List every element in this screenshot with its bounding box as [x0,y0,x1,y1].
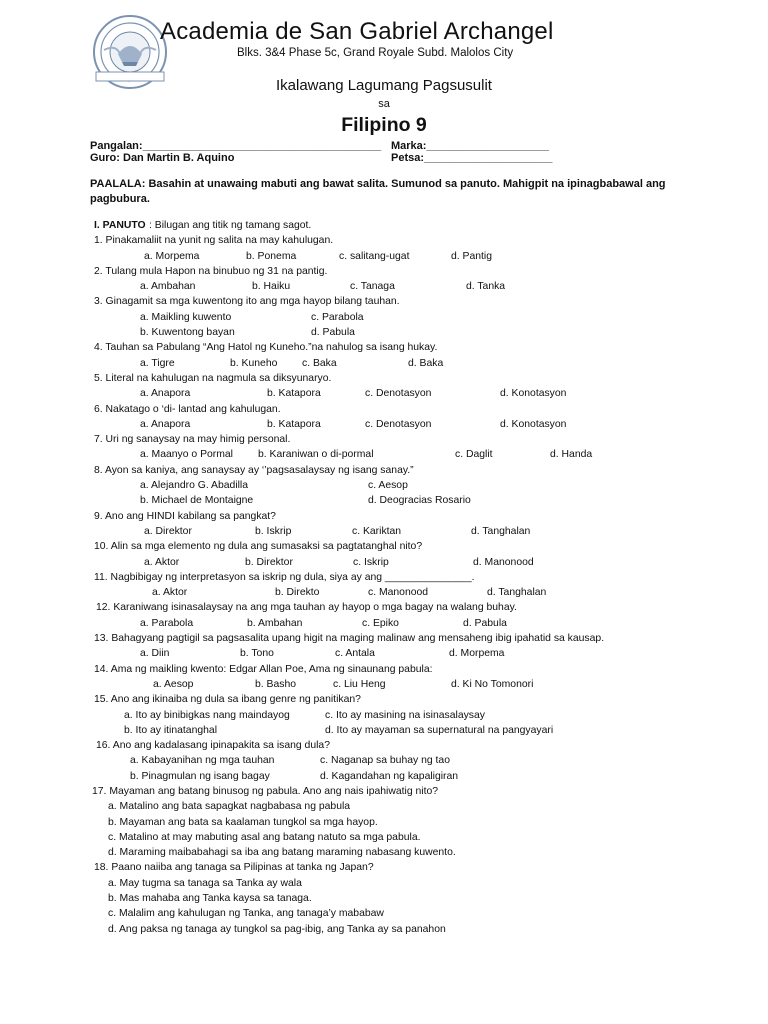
answer-option[interactable]: b. Ambahan [247,617,303,629]
answer-option[interactable]: a. Anapora [140,388,191,400]
answer-option[interactable]: c. Antala [335,648,375,660]
answer-option[interactable]: d. Kagandahan ng kapaligiran [320,770,459,782]
answer-option[interactable]: a. Tigre [140,357,175,369]
question-line [0,463,768,478]
options-line [0,876,768,891]
exam-title: Ikalawang Lagumang Pagsusulit [276,77,492,94]
question-text: 18. Paano naiiba ang tanaga sa Pilipinas at tanka ng Japan? [94,862,374,874]
question-text: 3. Ginagamit sa mga kuwentong ito ang mga hayop bilang tauhan. [94,296,400,308]
answer-option[interactable]: c. Baka [302,357,337,369]
question-text: 9. Ano ang HINDI kabilang sa pangkat? [94,510,276,522]
answer-option[interactable]: d. Maraming maibabahagi sa iba ang batang maraming nabasang kuwento. [108,847,456,859]
question-line [0,692,768,707]
questions-list [0,218,768,937]
score-field-label: Marka:____________________ [391,140,549,152]
question-text: 14. Ama ng maikling kwento: Edgar Allan Poe, Ama ng sinaunang pabula: [94,663,433,675]
answer-option[interactable]: b. Katapora [267,388,321,400]
options-line [0,447,768,462]
answer-option[interactable]: a. Ito ay binibigkas nang maindayog [124,709,290,721]
options-line [0,830,768,845]
question-line [0,371,768,386]
question-line [0,294,768,309]
question-line [0,860,768,875]
answer-option[interactable]: d. Baka [408,357,444,369]
answer-option[interactable]: a. Morpema [144,250,200,262]
options-line [0,417,768,432]
question-text: 4. Tauhan sa Pabulang “Ang Hatol ng Kuneho.”na nahulog sa isang hukay. [94,342,438,354]
answer-option[interactable]: b. Kuneho [230,357,278,369]
answer-option[interactable]: c. Liu Heng [333,678,386,690]
instruction-label: I. PANUTO [94,220,146,231]
school-name: Academia de San Gabriel Archangel [160,18,554,45]
options-line [0,708,768,723]
answer-option[interactable]: d. Ang paksa ng tanaga ay tungkol sa pag-ibig, ang Tanka ay sa panahon [108,923,446,935]
question-text: 15. Ano ang ikinaiba ng dula sa ibang genre ng panitikan? [94,694,361,706]
answer-option[interactable]: a. Direktor [144,525,192,537]
instruction-text: : Bilugan ang titik ng tamang sagot. [149,220,312,231]
answer-option[interactable]: c. Denotasyon [365,388,432,400]
question-line [0,340,768,355]
question-text: 10. Alin sa mga elemento ng dula ang sumasaksi sa pagtatanghal nito? [94,541,423,553]
options-line [0,922,768,937]
answer-option[interactable]: b. Mayaman ang bata sa kaalaman tungkol sa mga hayop. [108,816,378,828]
answer-option[interactable]: d. Konotasyon [500,418,567,430]
question-text: 16. Ano ang kadalasang ipinapakita sa isang dula? [96,740,330,752]
question-line [0,432,768,447]
options-line [0,723,768,738]
answer-option[interactable]: a. Aesop [153,678,194,690]
answer-option[interactable]: b. Ponema [246,250,297,262]
question-text: 6. Nakatago o ‘di- lantad ang kahulugan. [94,403,281,415]
answer-option[interactable]: d. Tanka [466,281,506,293]
options-line [0,616,768,631]
options-line [0,386,768,401]
options-line [0,906,768,921]
question-line [0,738,768,753]
question-line [0,264,768,279]
answer-option[interactable]: a. Alejandro G. Abadilla [140,480,249,492]
options-line [0,249,768,264]
answer-option[interactable]: b. Haiku [252,281,291,293]
answer-option[interactable]: a. Aktor [152,587,188,599]
options-line [0,310,768,325]
exam-title-connector: sa [378,98,390,110]
options-line [0,845,768,860]
question-line [0,631,768,646]
answer-option[interactable]: c. Aesop [368,480,408,492]
answer-option[interactable]: b. Katapora [267,418,321,430]
answer-option[interactable]: a. Kabayanihan ng mga tauhan [130,755,275,767]
answer-option[interactable]: b. Mas mahaba ang Tanka kaysa sa tanaga. [108,893,312,905]
answer-option[interactable]: c. Malalim ang kahulugan ng Tanka, ang tanaga’y mababaw [108,908,384,920]
school-address: Blks. 3&4 Phase 5c, Grand Royale Subd. Malolos City [237,47,514,59]
options-line [0,478,768,493]
question-line [0,233,768,248]
answer-option[interactable]: c. Manonood [368,587,429,599]
question-line [0,784,768,799]
answer-option[interactable]: c. salitang-ugat [339,250,410,262]
answer-option[interactable]: b. Direkto [275,587,320,599]
answer-option[interactable]: c. Daglit [455,449,493,461]
answer-option[interactable]: d. Tanghalan [487,587,547,599]
name-field-label: Pangalan:_______________________________________ [90,140,382,152]
answer-option[interactable]: d. Pabula [463,617,507,629]
question-line [0,600,768,615]
question-text: 8. Ayon sa kaniya, ang sanaysay ay ‘’pagsasalaysay ng isang sanay.” [94,464,414,476]
answer-option[interactable]: c. Matalino at may mabuting asal ang batang natuto sa mga pabula. [108,831,421,843]
question-text: 1. Pinakamaliit na yunit ng salita na may kahulugan. [94,235,334,247]
subject-title: Filipino 9 [341,114,427,136]
answer-option[interactable]: d. Pabula [311,327,355,339]
question-text: 17. Mayaman ang batang binusog ng pabula. Ano ang nais ipahiwatig nito? [92,785,439,797]
date-field-label: Petsa:_____________________ [391,152,553,164]
options-line [0,646,768,661]
question-text: 7. Uri ng sanaysay na may himig personal. [94,434,291,446]
reminder-text: PAALALA: Basahin at unawaing mabuti ang bawat salita. Sumunod sa panuto. Mahigpit na ipinagbabawal ang pagbubura. [90,178,666,205]
answer-option[interactable]: a. Anapora [140,418,191,430]
answer-option[interactable]: c. Denotasyon [365,418,432,430]
answer-option[interactable]: d. Ito ay mayaman sa supernatural na pangyayari [325,724,554,736]
answer-option[interactable]: a. Ambahan [140,281,196,293]
answer-option[interactable]: d. Tanghalan [471,525,531,537]
options-line [0,325,768,340]
question-text: 2. Tulang mula Hapon na binubuo ng 31 na pantig. [94,265,328,277]
options-line [0,279,768,294]
answer-option[interactable]: d. Ki No Tomonori [451,678,534,690]
options-line [0,769,768,784]
answer-option[interactable]: b. Kuwentong bayan [140,327,235,339]
answer-option[interactable]: d. Deogracias Rosario [368,495,471,507]
options-line [0,585,768,600]
question-text: 11. Nagbibigay ng interpretasyon sa iskrip ng dula, siya ay ang _______________. [94,571,475,583]
answer-option[interactable]: b. Karaniwan o di-pormal [258,449,374,461]
answer-option[interactable]: b. Iskrip [255,525,292,537]
answer-option[interactable]: c. Naganap sa buhay ng tao [320,755,450,767]
question-line [0,509,768,524]
answer-option[interactable]: b. Ito ay itinatanghal [124,724,218,736]
question-text: 12. Karaniwang isinasalaysay na ang mga tauhan ay hayop o mga bagay na walang buhay. [96,602,517,614]
options-line [0,799,768,814]
answer-option[interactable]: b. Michael de Montaigne [140,495,254,507]
teacher-label: Guro: Dan Martin B. Aquino [90,152,235,164]
answer-option[interactable]: a. Matalino ang bata sapagkat nagbabasa ng pabula [108,801,351,813]
question-text: 13. Bahagyang pagtigil sa pagsasalita upang higit na maging malinaw ang mensaheng ibig ipahatid sa kausap. [94,633,605,645]
answer-option[interactable]: d. Manonood [473,556,534,568]
answer-option[interactable]: a. Maanyo o Pormal [140,449,233,461]
answer-option[interactable]: b. Basho [255,678,297,690]
answer-option[interactable]: a. Aktor [144,556,180,568]
options-line [0,493,768,508]
answer-option[interactable]: b. Pinagmulan ng isang bagay [130,770,270,782]
answer-option[interactable]: c. Kariktan [352,525,402,537]
answer-option[interactable]: d. Pantig [451,250,493,262]
answer-option[interactable]: c. Epiko [362,617,399,629]
question-line [0,539,768,554]
options-line [0,555,768,570]
answer-option[interactable]: c. Parabola [311,311,364,323]
question-text: 5. Literal na kahulugan na nagmula sa diksyunaryo. [94,372,332,384]
answer-option[interactable]: d. Konotasyon [500,388,567,400]
answer-option[interactable]: a. May tugma sa tanaga sa Tanka ay wala [108,877,302,889]
answer-option[interactable]: c. Iskrip [353,556,389,568]
answer-option[interactable]: c. Tanaga [350,281,395,293]
answer-option[interactable]: c. Ito ay masining na isinasalaysay [325,709,485,721]
question-line [0,570,768,585]
answer-option[interactable]: a. Maikling kuwento [140,311,232,323]
options-line [0,677,768,692]
options-line [0,524,768,539]
question-line [0,662,768,677]
answer-option[interactable]: d. Morpema [449,648,505,660]
instruction-line [0,218,768,233]
options-line [0,753,768,768]
options-line [0,815,768,830]
question-line [0,402,768,417]
answer-option[interactable]: d. Handa [550,449,593,461]
answer-option[interactable]: a. Diin [140,648,170,660]
options-line [0,356,768,371]
answer-option[interactable]: b. Tono [240,648,274,660]
options-line [0,891,768,906]
answer-option[interactable]: a. Parabola [140,617,194,629]
answer-option[interactable]: b. Direktor [245,556,293,568]
